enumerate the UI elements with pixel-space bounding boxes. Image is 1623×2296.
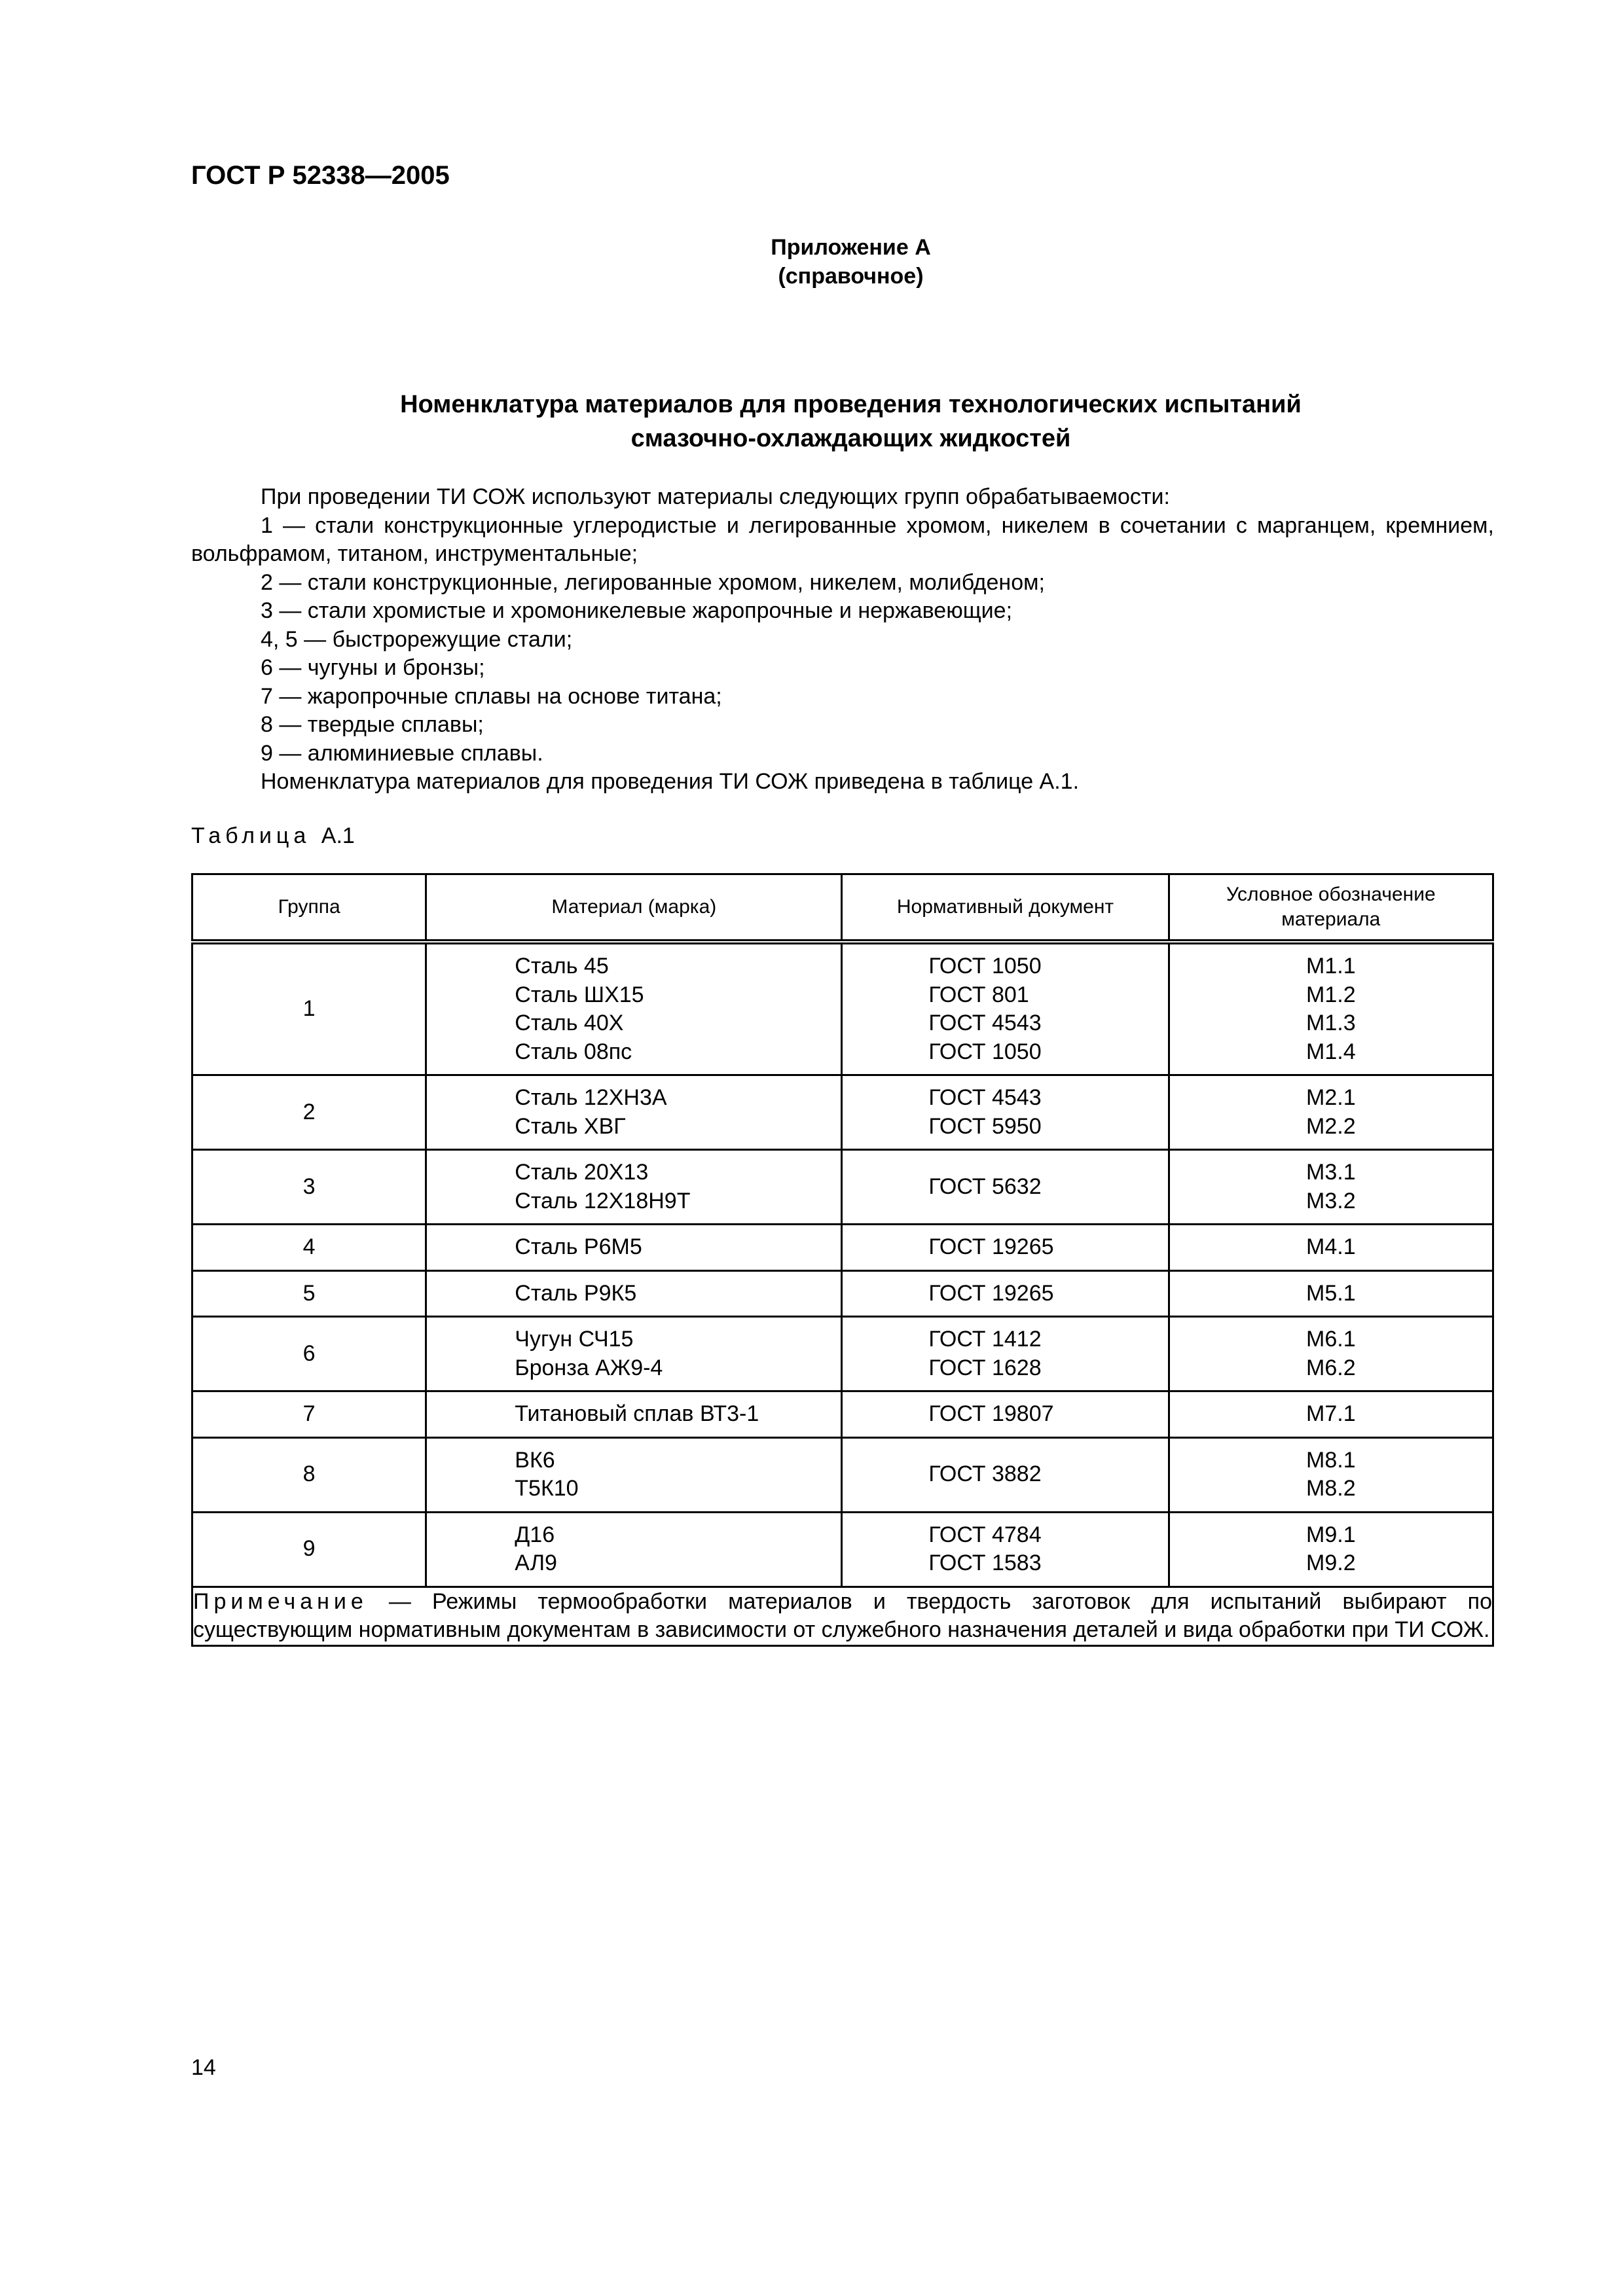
cell-document-line: ГОСТ 1050 — [928, 954, 1042, 978]
cell-material — [426, 1075, 842, 1150]
cell-document-line: ГОСТ 1412 — [928, 1327, 1042, 1352]
cell-material-line: Сталь Р6М5 — [515, 1234, 642, 1259]
table-caption — [191, 823, 355, 849]
cell-material-line: Сталь 45 — [515, 954, 609, 978]
table-row — [192, 1225, 1493, 1271]
cell-material-line: Титановый сплав ВТ3-1 — [515, 1401, 759, 1426]
cell-document-line: ГОСТ 1050 — [928, 1039, 1042, 1064]
cell-material-line: Сталь ХВГ — [515, 1113, 626, 1139]
cell-code-line: М8.1 — [1306, 1447, 1356, 1473]
header-material: Материал (марка) — [426, 874, 842, 942]
cell-group: 1 — [192, 942, 426, 1075]
cell-code-line: М9.2 — [1306, 1551, 1356, 1575]
cell-document — [842, 1075, 1169, 1150]
cell-material — [426, 1512, 842, 1587]
cell-code-line: М3.1 — [1306, 1160, 1356, 1185]
body-text — [191, 483, 1494, 797]
cell-code-line: М1.2 — [1306, 982, 1356, 1007]
cell-material-line: ВК6 — [515, 1447, 555, 1473]
table-note-row — [192, 1587, 1493, 1645]
cell-code-line: М4.1 — [1306, 1234, 1356, 1259]
table-row — [192, 1437, 1493, 1512]
cell-material — [426, 1225, 842, 1271]
cell-material-line: Сталь 08пс — [515, 1039, 632, 1064]
table-caption-number: А.1 — [321, 823, 355, 848]
cell-document-line: ГОСТ 5950 — [928, 1113, 1042, 1139]
table-row — [192, 942, 1493, 1075]
cell-document — [842, 1437, 1169, 1512]
table-header-row — [192, 874, 1493, 942]
list-item: 2 — стали конструкционные, легированные хромом, никелем, молибденом; — [261, 569, 1045, 595]
cell-material-line: АЛ9 — [515, 1551, 557, 1575]
cell-code-line: М6.2 — [1306, 1355, 1356, 1380]
table-row — [192, 1270, 1493, 1317]
cell-document-line: ГОСТ 801 — [928, 982, 1029, 1007]
cell-code-line: М6.1 — [1306, 1327, 1356, 1352]
cell-document-line: ГОСТ 4784 — [928, 1522, 1042, 1547]
cell-code-line: М2.2 — [1306, 1113, 1356, 1139]
cell-material-line: Чугун СЧ15 — [515, 1327, 634, 1352]
cell-document-line: ГОСТ 19807 — [928, 1401, 1054, 1426]
note-label: Примечание — [193, 1588, 368, 1614]
cell-code — [1169, 1270, 1493, 1317]
cell-material — [426, 1391, 842, 1438]
cell-code — [1169, 1391, 1493, 1438]
cell-group: 9 — [192, 1512, 426, 1587]
title-line-1: Номенклатура материалов для проведения технологических испытаний — [400, 391, 1302, 418]
cell-code-line: М1.1 — [1306, 954, 1356, 978]
cell-document-line: ГОСТ 3882 — [928, 1462, 1042, 1487]
cell-document — [842, 1317, 1169, 1391]
cell-material-line: Сталь 12ХН3А — [515, 1085, 667, 1110]
header-code: Условное обозначение материала — [1169, 874, 1493, 942]
cell-document-line: ГОСТ 4543 — [928, 1085, 1042, 1110]
cell-code-line: М1.3 — [1306, 1011, 1356, 1035]
appendix-status: (справочное) — [778, 264, 924, 289]
cell-material-line: Сталь ШХ15 — [515, 982, 644, 1007]
cell-document-line: ГОСТ 4543 — [928, 1011, 1042, 1035]
cell-material — [426, 942, 842, 1075]
standard-code: ГОСТ Р 52338—2005 — [191, 161, 450, 190]
cell-code — [1169, 1075, 1493, 1150]
header-group: Группа — [192, 874, 426, 942]
materials-table — [191, 873, 1494, 1647]
cell-group: 3 — [192, 1150, 426, 1225]
cell-code — [1169, 1317, 1493, 1391]
cell-code-line: М8.2 — [1306, 1476, 1356, 1501]
appendix-heading — [0, 233, 1623, 291]
list-item: 6 — чугуны и бронзы; — [261, 655, 485, 680]
table-caption-word: Таблица — [191, 823, 311, 848]
cell-document — [842, 942, 1169, 1075]
cell-material — [426, 1150, 842, 1225]
list-item: 4, 5 — быстрорежущие стали; — [261, 626, 573, 652]
cell-document-line: ГОСТ 19265 — [928, 1234, 1054, 1259]
list-item: 1 — стали конструкционные углеродистые и легированные хромом, никелем в сочетании с марганцем, кремнием, вольфрамом, титаном, инструментальные; — [191, 512, 1494, 566]
table-note — [192, 1587, 1493, 1645]
cell-group: 6 — [192, 1317, 426, 1391]
cell-document-line: ГОСТ 1628 — [928, 1355, 1042, 1380]
table-row — [192, 1150, 1493, 1225]
cell-group: 5 — [192, 1270, 426, 1317]
cell-material — [426, 1270, 842, 1317]
document-title — [0, 387, 1623, 456]
closing-paragraph: Номенклатура материалов для проведения ТИ СОЖ приведена в таблице А.1. — [261, 769, 1080, 794]
cell-group: 2 — [192, 1075, 426, 1150]
cell-document — [842, 1150, 1169, 1225]
cell-code-line: М2.1 — [1306, 1085, 1356, 1110]
cell-material-line: Сталь 12Х18Н9Т — [515, 1188, 691, 1213]
cell-code-line: М9.1 — [1306, 1522, 1356, 1547]
cell-code-line: М1.4 — [1306, 1039, 1356, 1064]
table-row — [192, 1075, 1493, 1150]
cell-code — [1169, 942, 1493, 1075]
cell-material-line: Бронза АЖ9-4 — [515, 1355, 663, 1380]
appendix-label: Приложение А — [771, 235, 931, 260]
intro-paragraph: При проведении ТИ СОЖ используют материалы следующих групп обрабатываемости: — [261, 484, 1170, 509]
cell-material-line: Сталь Р9К5 — [515, 1280, 637, 1306]
cell-material — [426, 1437, 842, 1512]
cell-material-line: Т5К10 — [515, 1476, 579, 1501]
cell-document — [842, 1391, 1169, 1438]
cell-document — [842, 1512, 1169, 1587]
header-document: Нормативный документ — [842, 874, 1169, 942]
cell-material-line: Д16 — [515, 1522, 555, 1547]
cell-code-line: М3.2 — [1306, 1188, 1356, 1213]
table-row — [192, 1391, 1493, 1438]
cell-code — [1169, 1225, 1493, 1271]
list-item: 8 — твердые сплавы; — [261, 712, 484, 737]
cell-document — [842, 1270, 1169, 1317]
cell-material — [426, 1317, 842, 1391]
table-body — [192, 942, 1493, 1587]
cell-document — [842, 1225, 1169, 1271]
page-number: 14 — [191, 2055, 216, 2080]
table-row — [192, 1317, 1493, 1391]
list-item: 7 — жаропрочные сплавы на основе титана; — [261, 683, 722, 709]
cell-group: 4 — [192, 1225, 426, 1271]
cell-document-line: ГОСТ 5632 — [928, 1174, 1042, 1199]
cell-document-line: ГОСТ 1583 — [928, 1551, 1042, 1575]
cell-group: 8 — [192, 1437, 426, 1512]
cell-code-line: М7.1 — [1306, 1401, 1356, 1426]
cell-material-line: Сталь 20Х13 — [515, 1160, 649, 1185]
cell-code — [1169, 1512, 1493, 1587]
cell-code-line: М5.1 — [1306, 1280, 1356, 1306]
cell-code — [1169, 1150, 1493, 1225]
cell-material-line: Сталь 40Х — [515, 1011, 624, 1035]
title-line-2: смазочно-охлаждающих жидкостей — [630, 425, 1071, 452]
cell-group: 7 — [192, 1391, 426, 1438]
cell-document-line: ГОСТ 19265 — [928, 1280, 1054, 1306]
note-text: — Режимы термообработки материалов и твердость заготовок для испытаний выбирают по существующим нормативным документам в зависимости от служебного назначения деталей и вида обработки при ТИ СОЖ. — [193, 1588, 1492, 1642]
table-row — [192, 1512, 1493, 1587]
list-item: 9 — алюминиевые сплавы. — [261, 740, 543, 766]
cell-code — [1169, 1437, 1493, 1512]
list-item: 3 — стали хромистые и хромоникелевые жаропрочные и нержавеющие; — [261, 598, 1013, 623]
